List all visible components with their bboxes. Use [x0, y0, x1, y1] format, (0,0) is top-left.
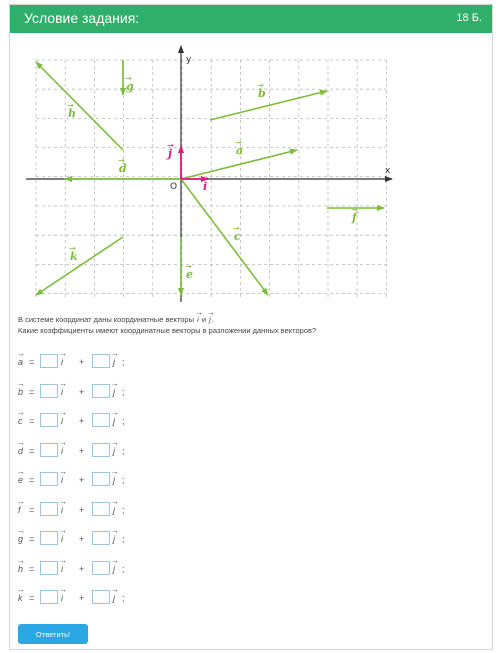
vector-i-arrow-icon: → [202, 174, 209, 183]
coef-i-input[interactable] [40, 384, 58, 398]
question-text [18, 314, 478, 336]
vector-c-label: c [234, 230, 241, 243]
coef-i-input[interactable] [40, 472, 58, 486]
coef-i-input[interactable] [40, 561, 58, 575]
vector-j-symbol: → j [208, 314, 212, 325]
semicolon: ; [122, 504, 125, 515]
vector-e-arrow-icon: → [185, 262, 192, 271]
vector-h-arrow-icon: → [67, 101, 74, 110]
answer-row-e [18, 472, 218, 488]
vector-c-arrow-icon: → [233, 224, 240, 233]
origin-label: O [170, 182, 178, 192]
answer-row-b [18, 384, 218, 400]
basis-j-symbol: → j [113, 387, 115, 397]
coef-i-input[interactable] [40, 354, 58, 368]
row-vector-symbol: → k [18, 593, 26, 603]
basis-j-symbol: → j [113, 564, 115, 574]
equals-sign: = [29, 504, 35, 515]
plus-sign: + [79, 563, 85, 574]
vector-e-label: e [186, 268, 193, 281]
question-line2: Какие коэффициенты имеют координатные векторы в разложении данных векторов? [18, 326, 317, 335]
row-vector-symbol: → h [18, 564, 26, 574]
vector-g-arrow-icon: → [125, 74, 132, 83]
coef-j-input[interactable] [92, 443, 110, 457]
vector-j-arrow-icon: → [167, 141, 174, 150]
vector-h [36, 62, 123, 150]
row-vector-symbol: → d [18, 446, 26, 456]
row-vector-symbol: → b [18, 387, 26, 397]
coef-i-input[interactable] [40, 413, 58, 427]
row-vector-symbol: → g [18, 534, 26, 544]
basis-i-symbol: → i [61, 593, 63, 603]
coef-j-input[interactable] [92, 561, 110, 575]
question-and: и [201, 315, 207, 324]
vector-i-label: i [203, 180, 208, 193]
equals-sign: = [29, 534, 35, 544]
plus-sign: + [79, 386, 85, 397]
equals-sign: = [29, 386, 35, 397]
equals-sign: = [29, 475, 35, 485]
answer-row-k [18, 590, 218, 606]
vector-d-arrow-icon: → [118, 156, 125, 165]
answer-row-f [18, 502, 218, 518]
vector-b-arrow-icon: → [257, 81, 264, 90]
vector-i-symbol: → i [196, 314, 200, 325]
plus-sign: + [79, 416, 85, 426]
semicolon: ; [122, 534, 125, 544]
vector-k [36, 237, 123, 295]
task-title: Условие задания: [24, 10, 140, 26]
coef-i-input[interactable] [40, 443, 58, 457]
semicolon: ; [122, 445, 125, 456]
question-dot: . [211, 315, 214, 324]
equals-sign: = [29, 563, 35, 574]
coef-i-input[interactable] [40, 502, 58, 516]
task-header [10, 5, 492, 33]
vector-a-label: a [236, 144, 244, 157]
submit-button[interactable]: Ответить! [18, 624, 88, 644]
answer-row-c [18, 413, 218, 429]
vector-f-label: f [352, 211, 357, 224]
coef-j-input[interactable] [92, 354, 110, 368]
x-axis-label: x [385, 166, 391, 176]
semicolon: ; [122, 593, 125, 603]
coef-j-input[interactable] [92, 502, 110, 516]
vector-c [181, 179, 268, 295]
vector-grid-plot [8, 40, 398, 308]
basis-i-symbol: → i [61, 387, 63, 397]
coef-j-input[interactable] [92, 413, 110, 427]
plus-sign: + [79, 475, 85, 485]
vector-a-arrow-icon: → [235, 138, 242, 147]
basis-i-symbol: → i [61, 416, 63, 426]
answer-row-g [18, 531, 218, 547]
vector-d-label: d [119, 162, 127, 175]
equals-sign: = [29, 416, 35, 426]
answer-row-a [18, 354, 218, 370]
equals-sign: = [29, 357, 35, 367]
semicolon: ; [122, 357, 125, 367]
task-points: 18 Б. [456, 12, 482, 24]
basis-j-symbol: → j [113, 593, 115, 603]
plus-sign: + [79, 504, 85, 515]
y-axis-label: y [186, 55, 192, 65]
coef-i-input[interactable] [40, 590, 58, 604]
vector-j-label: j [168, 147, 172, 160]
basis-i-symbol: → i [61, 534, 63, 544]
plus-sign: + [79, 593, 85, 603]
vector-f-arrow-icon: → [351, 205, 358, 214]
basis-j-symbol: → j [113, 357, 115, 367]
coef-j-input[interactable] [92, 384, 110, 398]
semicolon: ; [122, 416, 125, 426]
basis-i-symbol: → i [61, 475, 63, 485]
coef-i-input[interactable] [40, 531, 58, 545]
question-line1: В системе координат даны координатные векторы [18, 315, 194, 324]
plus-sign: + [79, 357, 85, 367]
coef-j-input[interactable] [92, 472, 110, 486]
basis-i-symbol: → i [61, 357, 63, 367]
vector-k-arrow-icon: → [69, 244, 76, 253]
basis-i-symbol: → i [61, 505, 63, 515]
answer-row-d [18, 443, 218, 459]
vector-b [210, 91, 327, 120]
row-vector-symbol: → f [18, 505, 26, 515]
basis-j-symbol: → j [113, 534, 115, 544]
basis-j-symbol: → j [113, 475, 115, 485]
row-vector-symbol: → e [18, 475, 26, 485]
semicolon: ; [122, 475, 125, 485]
vector-k-label: k [70, 250, 78, 263]
plus-sign: + [79, 534, 85, 544]
equals-sign: = [29, 593, 35, 603]
basis-i-symbol: → i [61, 564, 63, 574]
plus-sign: + [79, 445, 85, 456]
coef-j-input[interactable] [92, 590, 110, 604]
vector-b-label: b [258, 87, 266, 100]
semicolon: ; [122, 563, 125, 574]
vector-h-label: h [68, 107, 76, 120]
basis-i-symbol: → i [61, 446, 63, 456]
row-vector-symbol: → c [18, 416, 26, 426]
answer-row-h [18, 561, 218, 577]
basis-j-symbol: → j [113, 446, 115, 456]
basis-j-symbol: → j [113, 416, 115, 426]
equals-sign: = [29, 445, 35, 456]
semicolon: ; [122, 386, 125, 397]
basis-j-symbol: → j [113, 505, 115, 515]
vector-g-label: g [126, 80, 134, 93]
row-vector-symbol: → a [18, 357, 26, 367]
coef-j-input[interactable] [92, 531, 110, 545]
